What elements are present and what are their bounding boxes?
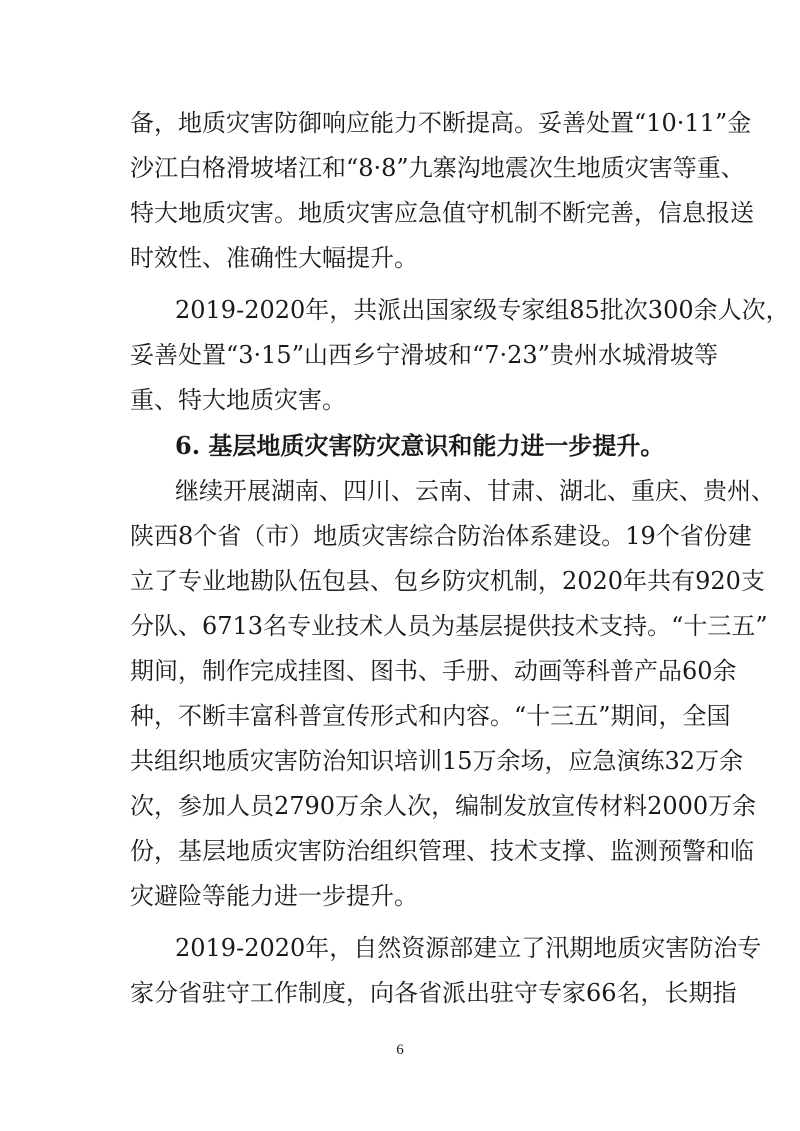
body-text-line: 次，参加人员2790万余人次，编制发放宣传材料2000万余 (130, 792, 757, 820)
body-text-line: 共组织地质灾害防治知识培训15万余场，应急演练32万余 (130, 747, 744, 775)
section-heading: 6. 基层地质灾害防灾意识和能力进一步提升。 (175, 431, 665, 460)
body-text-line: 陕西8个省（市）地质灾害综合防治体系建设。19个省份建 (130, 522, 752, 550)
body-text-line: 特大地质灾害。地质灾害应急值守机制不断完善，信息报送 (130, 199, 754, 227)
body-text-line: 沙江白格滑坡堵江和“8·8”九寨沟地震次生地质灾害等重、 (130, 154, 745, 182)
body-text-line: 种，不断丰富科普宣传形式和内容。“十三五”期间，全国 (130, 702, 731, 730)
body-text-line: 重、特大地质灾害。 (130, 386, 346, 414)
body-text-line: 备，地质灾害防御响应能力不断提高。妥善处置“10·11”金 (130, 109, 752, 137)
body-text-line: 家分省驻守工作制度，向各省派出驻守专家66名，长期指 (130, 979, 737, 1007)
body-text-line: 妥善处置“3·15”山西乡宁滑坡和“7·23”贵州水城滑坡等 (130, 341, 718, 369)
body-text-line: 继续开展湖南、四川、云南、甘肃、湖北、重庆、贵州、 (175, 477, 775, 505)
body-text-line: 灾避险等能力进一步提升。 (130, 882, 418, 910)
body-text-line: 立了专业地勘队伍包县、包乡防灾机制，2020年共有920支 (130, 567, 765, 595)
body-text-line: 分队、6713名专业技术人员为基层提供技术支持。“十三五” (130, 612, 768, 640)
page-number: 6 (396, 1042, 404, 1058)
body-text-line: 期间，制作完成挂图、图书、手册、动画等科普产品60余 (130, 657, 737, 685)
body-text-line: 份，基层地质灾害防治组织管理、技术支撑、监测预警和临 (130, 837, 754, 865)
body-text-line: 2019-2020年，自然资源部建立了汛期地质灾害防治专 (175, 934, 762, 962)
body-text-line: 2019-2020年，共派出国家级专家组85批次300余人次， (175, 296, 790, 324)
body-text-line: 时效性、准确性大幅提升。 (130, 244, 418, 272)
